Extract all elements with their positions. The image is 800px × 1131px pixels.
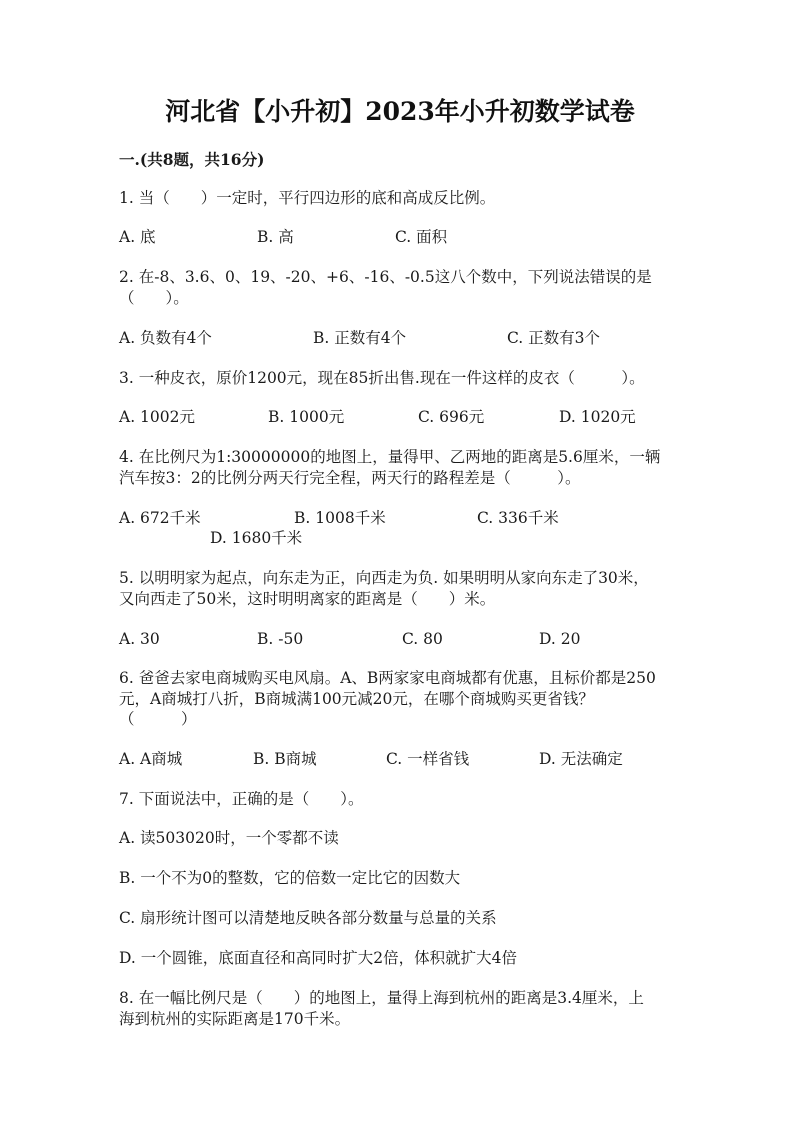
q6-option-b: B. B商城 <box>253 750 317 768</box>
q5-option-b: B. -50 <box>257 630 304 648</box>
q4-option-b: B. 1008千米 <box>294 509 386 527</box>
question-7-stem: 7. 下面说法中，正确的是（ ）。 <box>119 790 364 808</box>
question-6-stem-line3: （ ） <box>119 710 197 728</box>
q3-option-a: A. 1002元 <box>119 408 195 426</box>
q7-option-d: D. 一个圆锥，底面直径和高同时扩大2倍，体积就扩大4倍 <box>119 949 517 967</box>
question-2-stem-line1: 2. 在-8、3.6、0、19、-20、+6、-16、-0.5这八个数中，下列说法错误的是 <box>119 268 652 286</box>
q7-option-c: C. 扇形统计图可以清楚地反映各部分数量与总量的关系 <box>119 909 497 927</box>
question-2-stem-line2: （ ）。 <box>119 289 189 307</box>
question-8-stem-line2: 海到杭州的实际距离是170千米。 <box>119 1010 351 1028</box>
q2-option-c: C. 正数有3个 <box>507 329 601 347</box>
question-6-stem-line1: 6. 爸爸去家电商城购买电风扇。A、B两家家电商城都有优惠，且标价都是250 <box>119 669 656 687</box>
q6-option-d: D. 无法确定 <box>539 750 623 768</box>
q7-option-a: A. 读503020时，一个零都不读 <box>119 829 339 847</box>
q7-option-b: B. 一个不为0的整数，它的倍数一定比它的因数大 <box>119 869 461 887</box>
q4-option-d: D. 1680千米 <box>210 529 303 547</box>
q6-option-a: A. A商城 <box>119 750 183 768</box>
q3-option-c: C. 696元 <box>418 408 485 426</box>
q2-option-a: A. 负数有4个 <box>119 329 212 347</box>
q6-option-c: C. 一样省钱 <box>386 750 470 768</box>
q3-option-d: D. 1020元 <box>559 408 636 426</box>
q5-option-c: C. 80 <box>402 630 443 648</box>
q5-option-d: D. 20 <box>539 630 581 648</box>
q1-option-b: B. 高 <box>257 228 294 246</box>
q1-option-a: A. 底 <box>119 228 156 246</box>
question-1-stem: 1. 当（ ）一定时，平行四边形的底和高成反比例。 <box>119 189 496 207</box>
q4-option-c: C. 336千米 <box>477 509 559 527</box>
question-3-stem: 3. 一种皮衣，原价1200元，现在85折出售.现在一件这样的皮衣（ ）。 <box>119 369 645 387</box>
question-6-stem-line2: 元，A商城打八折，B商城满100元减20元，在哪个商城购买更省钱？ <box>119 690 594 708</box>
question-5-stem-line1: 5. 以明明家为起点，向东走为正，向西走为负. 如果明明从家向东走了30米， <box>119 569 649 587</box>
question-8-stem-line1: 8. 在一幅比例尺是（ ）的地图上，量得上海到杭州的距离是3.4厘米，上 <box>119 989 644 1007</box>
q5-option-a: A. 30 <box>119 630 160 648</box>
question-4-stem-line2: 汽车按3：2的比例分两天行完全程，两天行的路程差是（ ）。 <box>119 469 581 487</box>
q4-option-a: A. 672千米 <box>119 509 201 527</box>
q1-option-c: C. 面积 <box>395 228 448 246</box>
section-header: 一.(共8题，共16分) <box>119 150 265 169</box>
question-4-stem-line1: 4. 在比例尺为1:30000000的地图上，量得甲、乙两地的距离是5.6厘米，一辆 <box>119 448 661 466</box>
exam-title: 河北省【小升初】2023年小升初数学试卷 <box>165 97 635 126</box>
q3-option-b: B. 1000元 <box>268 408 345 426</box>
q2-option-b: B. 正数有4个 <box>313 329 407 347</box>
question-5-stem-line2: 又向西走了50米，这时明明离家的距离是（ ）米。 <box>119 590 496 608</box>
